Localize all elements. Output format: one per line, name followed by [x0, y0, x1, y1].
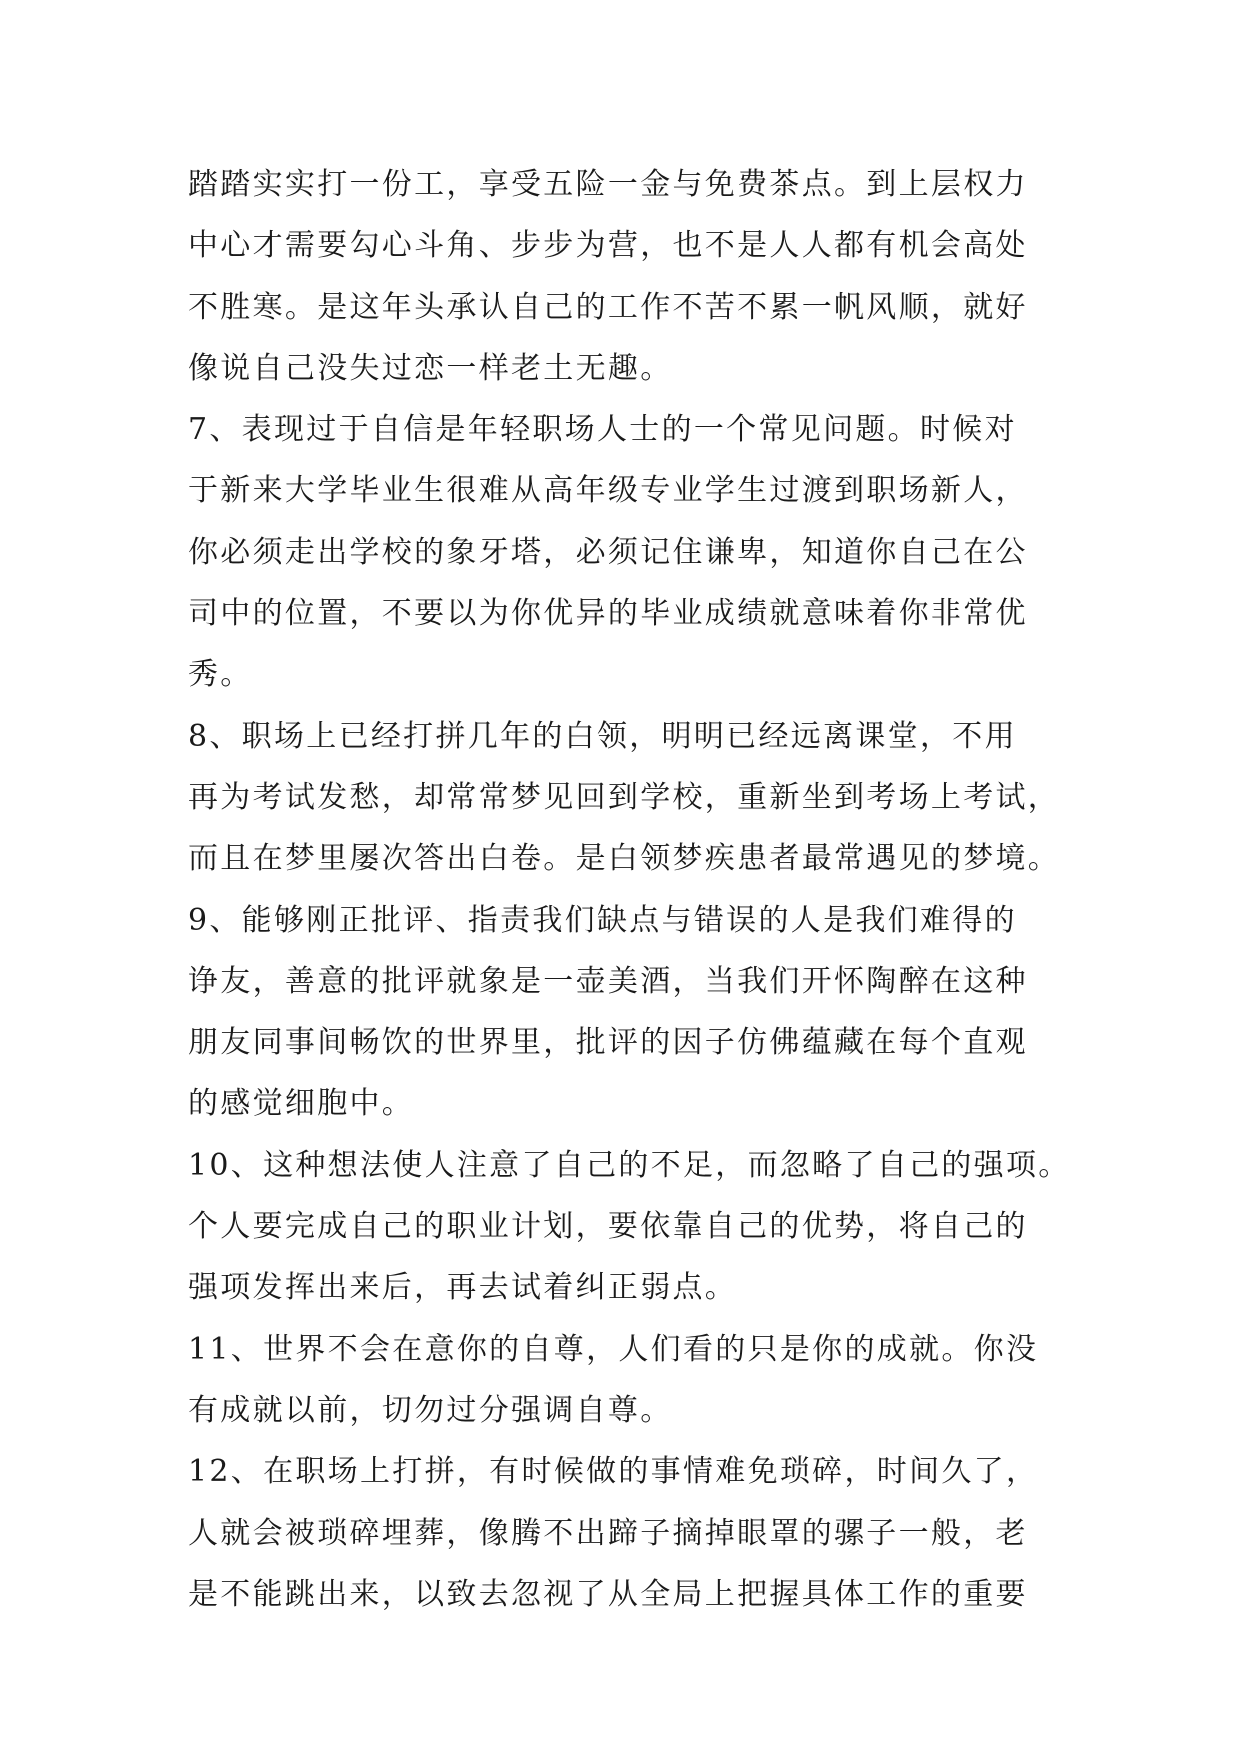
text-line: 不胜寒。是这年头承认自己的工作不苦不累一帆风顺，就好 — [188, 289, 1028, 325]
text-line: 强项发挥出来后，再去试着纠正弱点。 — [188, 1270, 738, 1306]
text-line: 8、职场上已经打拼几年的白领，明明已经远离课堂，不用 — [188, 718, 1017, 754]
text-line: 中心才需要勾心斗角、步步为营，也不是人人都有机会高处 — [188, 228, 1028, 264]
text-line: 像说自己没失过恋一样老土无趣。 — [188, 350, 673, 386]
body-text — [188, 154, 1071, 1625]
text-line: 于新来大学毕业生很难从高年级专业学生过渡到职场新人， — [188, 473, 1028, 509]
text-line: 而且在梦里屡次答出白卷。是白领梦疾患者最常遇见的梦境。 — [188, 841, 1061, 877]
text-line: 再为考试发愁，却常常梦见回到学校，重新坐到考场上考试， — [188, 779, 1061, 815]
text-line: 秀。 — [188, 657, 253, 693]
text-line: 的感觉细胞中。 — [188, 1086, 415, 1122]
text-line: 司中的位置，不要以为你优异的毕业成绩就意味着你非常优 — [188, 596, 1028, 632]
text-line: 7、表现过于自信是年轻职场人士的一个常见问题。时候对 — [188, 412, 1017, 448]
text-line: 10、这种想法使人注意了自己的不足，而忽略了自己的强项。 — [188, 1147, 1071, 1183]
text-line: 人就会被琐碎埋葬，像腾不出蹄子摘掉眼罩的骡子一般，老 — [188, 1515, 1028, 1551]
text-line: 朋友同事间畅饮的世界里，批评的因子仿佛蕴藏在每个直观 — [188, 1025, 1028, 1061]
text-line: 你必须走出学校的象牙塔，必须记住谦卑，知道你自己在公 — [188, 534, 1028, 570]
text-line: 9、能够刚正批评、指责我们缺点与错误的人是我们难得的 — [188, 902, 1017, 938]
text-line: 有成就以前，切勿过分强调自尊。 — [188, 1392, 673, 1428]
text-line: 11、世界不会在意你的自尊，人们看的只是你的成就。你没 — [188, 1331, 1039, 1367]
text-line: 12、在职场上打拼，有时候做的事情难免琐碎，时间久了， — [188, 1454, 1039, 1490]
text-line: 个人要完成自己的职业计划，要依靠自己的优势，将自己的 — [188, 1209, 1028, 1245]
text-line: 踏踏实实打一份工，享受五险一金与免费茶点。到上层权力 — [188, 167, 1028, 202]
text-line: 诤友，善意的批评就象是一壶美酒，当我们开怀陶醉在这种 — [188, 963, 1028, 999]
text-line: 是不能跳出来，以致去忽视了从全局上把握具体工作的重要 — [188, 1576, 1028, 1612]
